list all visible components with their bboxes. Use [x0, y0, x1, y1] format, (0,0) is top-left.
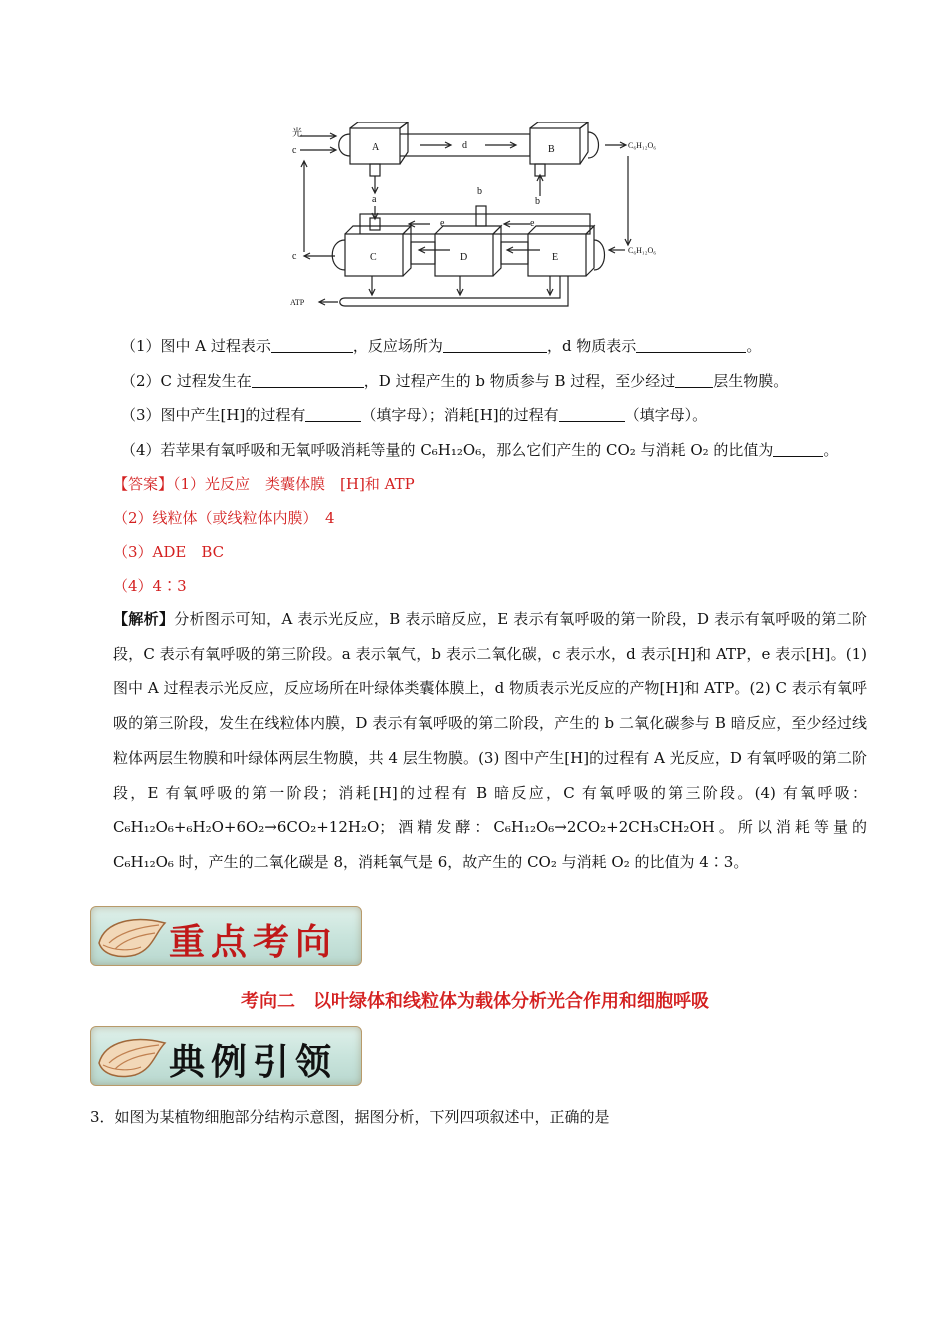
blank[interactable] [773, 441, 823, 457]
analysis-text: 分析图示可知，A 表示光反应，B 表示暗反应，E 表示有氧呼吸的第一阶段，D 表示有氧呼吸的第二阶段，C 表示有氧呼吸的第三阶段。a 表示氧气，b 表示二氧化碳，c 表示水，d 表示[H]和 ATP，e 表示[H]。(1) 图中 A 过程表示光反应，反应场所在叶绿体类囊体膜上，d 物质表示光反应的产物[H]和 ATP。(2) C 表示有氧呼吸的第三阶段，发生在线粒体内膜，D 表示有氧呼吸的第二阶段，产生的 b 二氧化碳参与 B 暗反应，至少经过线粒体两层生物膜和叶绿体两层生物膜，共 4 层生物膜。(3) 图中产生[H]的过程有 A 光反应，D 有氧呼吸的第二阶段，E 有氧呼吸的第一阶段；消耗[H]的过程有 B 暗反应，C 有氧呼吸的第三阶段。(4) 有氧呼吸：C₆H₁₂O₆+₆H₂O+6O₂→6CO₂+12H₂O；酒精发酵：C₆H₁₂O₆→2CO₂+2CH₃CH₂OH。所以消耗等量的 C₆H₁₂O₆ 时，产生的二氧化碳是 8，消耗氧气是 6，故产生的 CO₂ 与消耗 O₂ 的比值为 4∶3。 [113, 610, 867, 871]
answer-line-2: （2）线粒体（或线粒体内膜） 4 [113, 509, 335, 527]
banner-example [90, 1026, 362, 1086]
answer-line-4: （4）4∶3 [113, 577, 187, 595]
label-a: a [372, 194, 377, 205]
label-light: 光 [292, 128, 302, 139]
label-c-left: c [292, 251, 297, 262]
section-title: 考向二 以叶绿体和线粒体为载体分析光合作用和细胞呼吸 [241, 991, 709, 1012]
answer-label: 【答案】 [113, 475, 174, 493]
blank[interactable] [305, 406, 361, 422]
blank[interactable] [675, 372, 713, 388]
blank[interactable] [271, 337, 353, 353]
label-e-right: e [530, 218, 535, 229]
photosynthesis-respiration-diagram [290, 122, 670, 322]
banner-text: 典例引领 [169, 1041, 338, 1083]
label-glucose-top: C₆H₁₂O₆ [628, 141, 657, 150]
answer-line-1: 【答案】（1）光反应 类囊体膜 [H]和 ATP [113, 475, 415, 493]
shell-icon [95, 1033, 169, 1079]
blank[interactable] [559, 406, 625, 422]
label-c-top: c [292, 145, 297, 156]
label-glucose-right: C₆H₁₂O₆ [628, 246, 657, 255]
label-d: d [462, 140, 467, 151]
label-D: D [460, 252, 468, 263]
pipe-c-e [360, 214, 590, 234]
label-e-left: e [440, 218, 445, 229]
blank[interactable] [636, 337, 746, 353]
question-1: （1）图中 A 过程表示 ，反应场所为 ，d 物质表示 。 [121, 337, 762, 355]
label-B: B [548, 144, 555, 155]
label-atp: ATP [290, 298, 305, 307]
label-E: E [552, 252, 559, 263]
box-b [530, 128, 580, 164]
analysis-label: 【解析】 [113, 610, 175, 628]
question-4: （4）若苹果有氧呼吸和无氧呼吸消耗等量的 C₆H₁₂O₆，那么它们产生的 CO₂ 与消耗 O₂ 的比值为 。 [121, 441, 839, 459]
answer-line-3: （3）ADE BC [113, 543, 225, 561]
label-b-top: b [477, 186, 482, 197]
question-2: （2）C 过程发生在 ，D 过程产生的 b 物质参与 B 过程，至少经过 层生物膜。 [121, 372, 789, 390]
shell-icon [95, 913, 169, 959]
label-b-right: b [535, 196, 540, 207]
label-C: C [370, 252, 377, 263]
blank[interactable] [443, 337, 547, 353]
banner-key-direction [90, 906, 362, 966]
question-3-stem: 3．如图为某植物细胞部分结构示意图，据图分析，下列四项叙述中，正确的是 [90, 1108, 610, 1126]
blank[interactable] [252, 372, 364, 388]
question-3: （3）图中产生[H]的过程有 （填字母）；消耗[H]的过程有 （填字母）。 [121, 406, 708, 424]
label-A: A [372, 142, 380, 153]
analysis [113, 602, 867, 880]
banner-text: 重点考向 [169, 921, 338, 963]
